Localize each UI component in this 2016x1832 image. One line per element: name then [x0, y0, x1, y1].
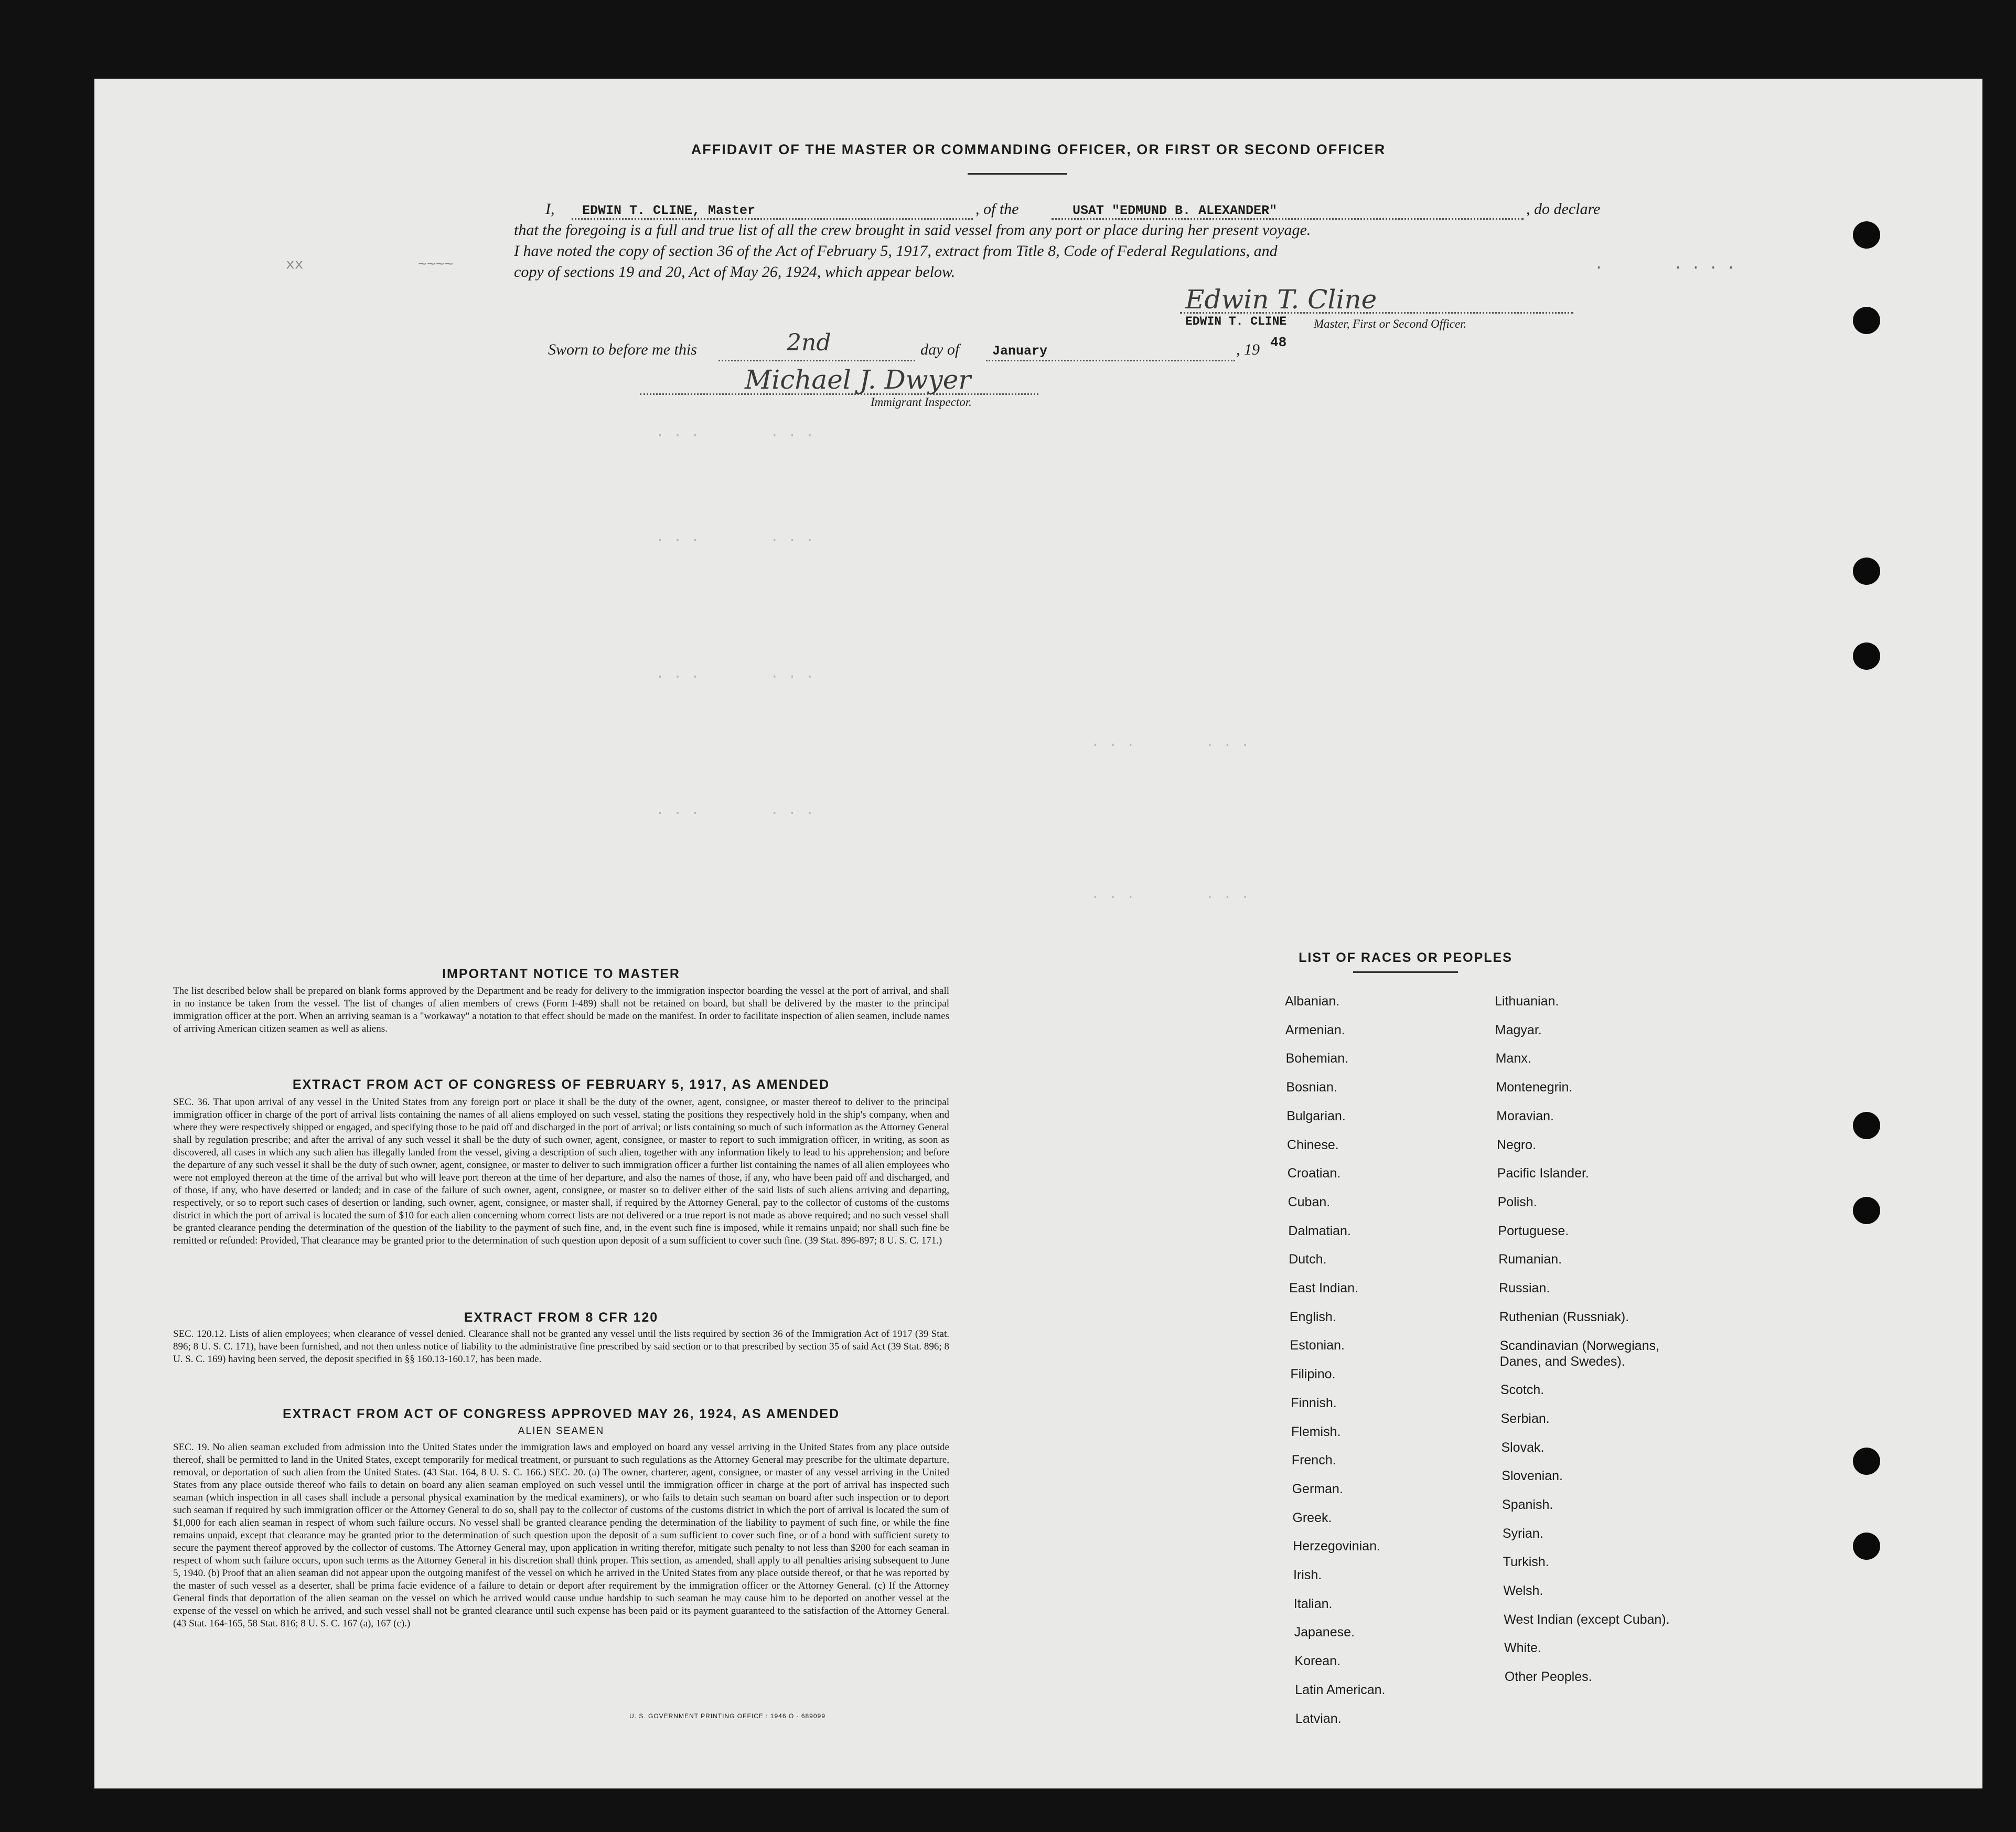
i-label: I, — [545, 200, 555, 218]
race-item: West Indian (except Cuban). — [1504, 1612, 1670, 1627]
race-item: Scotch. — [1500, 1383, 1545, 1398]
race-item: Dutch. — [1289, 1252, 1327, 1267]
race-item: Latin American. — [1295, 1682, 1386, 1697]
extract-cfr-title: EXTRACT FROM 8 CFR 120 — [464, 1310, 659, 1325]
stray-marks: xx ~~~~ — [286, 257, 454, 273]
declaration-line-1 — [545, 200, 1720, 221]
bleed-through-row: . . . . . . — [656, 530, 814, 546]
race-item: Finnish. — [1291, 1395, 1337, 1410]
bleed-through-row: . . . . . . — [1091, 734, 1250, 751]
race-item: Filipino. — [1290, 1367, 1336, 1382]
race-item: Russian. — [1499, 1281, 1550, 1295]
binder-hole — [1853, 1448, 1880, 1475]
race-item: Polish. — [1497, 1194, 1537, 1209]
binder-hole — [1853, 1533, 1880, 1560]
races-title: LIST OF RACES OR PEOPLES — [1299, 950, 1513, 965]
race-item: Japanese. — [1294, 1625, 1355, 1640]
sworn-line — [548, 329, 1387, 367]
race-item: Chinese. — [1287, 1137, 1339, 1152]
do-declare-label: , do declare — [1526, 200, 1601, 218]
extract-1924-title: EXTRACT FROM ACT OF CONGRESS APPROVED MAY 26, 1924, AS AMENDED — [282, 1407, 840, 1421]
race-item: Moravian. — [1496, 1108, 1554, 1123]
race-item: Korean. — [1294, 1654, 1341, 1669]
race-item: Irish. — [1293, 1568, 1322, 1582]
race-item: Serbian. — [1500, 1411, 1550, 1426]
binder-hole — [1853, 1197, 1880, 1224]
name-value: EDWIN T. CLINE, Master — [582, 203, 756, 218]
race-item: Other Peoples. — [1504, 1669, 1592, 1685]
vessel-field — [1052, 200, 1524, 220]
race-item: Pacific Islander. — [1497, 1166, 1589, 1181]
year-prefix: , 19 — [1236, 341, 1260, 358]
race-item: Bulgarian. — [1286, 1108, 1346, 1123]
race-item: Lithuanian. — [1495, 994, 1559, 1009]
extract-1917-title: EXTRACT FROM ACT OF CONGRESS OF FEBRUARY 5, 1917, AS AMENDED — [292, 1077, 830, 1092]
binder-hole — [1853, 558, 1880, 585]
master-signature-line — [1180, 312, 1573, 314]
sworn-month-field — [986, 341, 1235, 361]
race-item: Estonian. — [1290, 1338, 1345, 1353]
master-signature: Edwin T. Cline — [1185, 284, 1377, 315]
binder-hole — [1853, 307, 1880, 334]
race-item: Ruthenian (Russniak). — [1499, 1309, 1629, 1324]
race-item: Cuban. — [1288, 1194, 1331, 1209]
document-page — [94, 79, 1982, 1788]
sworn-label: Sworn to before me this — [548, 341, 697, 358]
race-item: Armenian. — [1285, 1022, 1345, 1037]
bleed-through-row: . . . . . . — [1091, 886, 1250, 903]
binder-hole — [1853, 642, 1880, 670]
bleed-through-row: . . . . . . — [656, 666, 814, 682]
race-item: Turkish. — [1503, 1555, 1549, 1570]
sworn-day: 2nd — [787, 329, 831, 356]
race-item: Bosnian. — [1286, 1080, 1337, 1095]
race-item: Scandinavian (Norwegians, Danes, and Swedes). — [1499, 1338, 1659, 1369]
notice-title: IMPORTANT NOTICE TO MASTER — [442, 967, 680, 981]
race-item: Greek. — [1292, 1510, 1332, 1525]
race-item: Portuguese. — [1498, 1223, 1569, 1238]
name-field — [572, 200, 973, 220]
declaration-line-4: copy of sections 19 and 20, Act of May 26, 1924, which appear below. — [514, 263, 956, 281]
race-item: Negro. — [1497, 1137, 1537, 1152]
master-signature-typed: EDWIN T. CLINE — [1185, 315, 1287, 328]
extract-1917-body: SEC. 36. That upon arrival of any vessel in the United States from any foreign port or place it shall be the duty of the owner, agent, consignee, or master thereof to deliver to the principal immigration officer in charge of the port of arrival lists containing the names of all aliens employed on such vessel, stating the positions they respectively hold in the ship's company, when and where they were respectively shipped or engaged, and specifying those to be paid off and discharged in the port of arrival; or lists containing so much of such information as the Attorney General shall by regulation prescribe; and after the arrival of any such vessel it shall be the duty of such owner, agent, consignee, or master to report to such immigration officer, in writing, as soon as discovered, all cases in which any such alien has illegally landed from the vessel, giving a description of such alien, together with any information likely to lead to his apprehension; and before the departure of any such vessel it shall be the duty of such owner, agent, consignee, or master to deliver to such immigration officer a further list containing the names of all alien employees who were not employed thereon at the time of the arrival but who will leave port thereon at the time of her departure, and also the names of those, if any, who have been paid off and discharged, and of those, if any, who have deserted or landed; and in case of the failure of such owner, agent, consignee, or master so to deliver either of the said lists of such aliens arriving and departing, respectively, or so to report such cases of desertion or landing, such owner, agent, consignee, or master shall, if required by the Attorney General, pay to the collector of customs of the customs district in which the port of arrival is located the sum of $10 for each alien concerning whom correct lists are not delivered or a true report is not made as above required; and no such vessel shall be granted clearance pending the determination of the question of the liability to the payment of such fine, and, in the event such fine is imposed, while it remains unpaid; nor shall such fine be remitted or refunded: Provided, That clearance may be granted prior to the determination of such question upon deposit of a sum sufficient to cover such fine. (39 Stat. 896-897; 8 U. S. C. 171.) — [173, 1097, 949, 1246]
declaration-line-3: I have noted the copy of section 36 of the Act of February 5, 1917, extract from Title 8, Code of Federal Regulations, and — [514, 242, 1278, 260]
declaration-line-2: that the foregoing is a full and true list of all the crew brought in said vessel from any port or place during her present voyage. — [514, 221, 1311, 239]
race-item: Syrian. — [1502, 1526, 1543, 1541]
races-rule — [1353, 971, 1458, 973]
binder-hole — [1853, 221, 1880, 249]
binder-hole — [1853, 1112, 1880, 1139]
race-item: German. — [1292, 1481, 1343, 1496]
race-item: Welsh. — [1503, 1583, 1543, 1599]
printer-line: U. S. GOVERNMENT PRINTING OFFICE : 1946 O - 689099 — [629, 1712, 825, 1720]
race-item: Flemish. — [1291, 1424, 1341, 1439]
vessel-value: USAT "EDMUND B. ALEXANDER" — [1073, 203, 1278, 218]
title-rule — [968, 173, 1067, 175]
inspector-caption: Immigrant Inspector. — [871, 395, 972, 409]
sworn-day-field — [719, 329, 915, 361]
day-of-label: day of — [920, 341, 960, 358]
race-item: English. — [1289, 1309, 1336, 1324]
race-item: Albanian. — [1285, 994, 1340, 1009]
race-item: Slovenian. — [1502, 1469, 1563, 1484]
stray-marks: . . . . . — [1594, 257, 1735, 273]
race-item: Magyar. — [1495, 1022, 1542, 1037]
race-item: Bohemian. — [1285, 1051, 1349, 1066]
race-item: Croatian. — [1287, 1166, 1341, 1181]
year-suffix: 48 — [1270, 335, 1287, 350]
race-item: Rumanian. — [1498, 1252, 1562, 1267]
race-item: East Indian. — [1289, 1281, 1359, 1295]
extract-cfr-body: SEC. 120.12. Lists of alien employees; when clearance of vessel denied. Clearance shall not be granted any vessel until the lists required by section 36 of the Immigration Act of 1917 (39 Stat. 896; 8 U. S. C. 171), have been furnished, and not then unless notice of liability to the administrative fine prescribed by said section or to that prescribed by section 35 of said Act (39 Stat. 896; 8 U. S. C. 169) having been served, the deposit specified in §§ 160.13-160.17, has been made. — [173, 1329, 949, 1365]
sworn-month: January — [992, 344, 1048, 359]
race-item: White. — [1504, 1641, 1541, 1656]
master-signature-caption: Master, First or Second Officer. — [1314, 317, 1467, 330]
bleed-through-row: . . . . . . — [656, 802, 814, 819]
race-item: Montenegrin. — [1496, 1080, 1573, 1095]
extract-1924-body: SEC. 19. No alien seaman excluded from admission into the United States under the immigration laws and employed on board any vessel arriving in the United States from any place outside thereof, shall be permitted to land in the United States, except temporarily for medical treatment, or pursuant to such regulations as the Attorney General may prescribe for the ultimate departure, removal, or deportation of such alien from the United States. (43 Stat. 164, 8 U. S. C. 166.) SEC. 20. (a) The owner, charterer, agent, consignee, or master of any vessel arriving in the United States from any place outside thereof who fails to detain on board any alien seaman employed on such vessel until the immigration officer in charge at the port of arrival has inspected such seaman (which inspection in all cases shall include a personal physical examination by the medical examiners), or who fails to detain such seaman on board after such inspection or to deport such seaman if required by such immigration officer or the Attorney General to do so, shall pay to the collector of customs of the customs district in which the port of arrival is located the sum of $1,000 for each alien seaman in respect of whom such failure occurs. No vessel shall be granted clearance pending the determination of the liability to payment of such fine, or while the fine remains unpaid, except that clearance may be granted prior to the determination of such question upon the deposit of a sum sufficient to cover such fine, or of a bond with sufficient surety to secure the payment thereof approved by the collector of customs. The Attorney General may, upon application in writing therefor, mitigate such penalty to not less than $200 for each seaman in respect of whom such failure occurs, upon such terms as the Attorney General in his discretion shall think proper. This section, as amended, shall apply to all penalties arising subsequent to June 5, 1940. (b) Proof that an alien seaman did not appear upon the outgoing manifest of the vessel on which he arrived in the United States from any place outside thereof, or that he was reported by the master of such vessel as a deserter, shall be prima facie evidence of a failure to detain or deport after requirement by the immigration officer or the Attorney General. (c) If the Attorney General finds that deportation of the alien seaman on the vessel on which he arrived would cause undue hardship to such seaman he may cause him to be deported on another vessel at the expense of the vessel on which he arrived, and such vessel shall not be granted clearance until such expense has been paid or its payment guaranteed to the satisfaction of the Attorney General. (43 Stat. 164-165, 58 Stat. 816; 8 U. S. C. 167 (a), 167 (c).) — [173, 1442, 949, 1629]
notice-body: The list described below shall be prepared on blank forms approved by the Department and be ready for delivery to the immigration inspector boarding the vessel at the port of arrival, and shall in no instance be taken from the vessel. The list of changes of alien members of crews (Form I-489) shall not be retained on board, but shall be delivered by the master to the principal immigration officer at the port. When an arriving seaman is a "workaway" a notation to that effect should be made on the manifest. In order to facilitate inspection of alien seamen, include names of arriving American citizen seamen as well as aliens. — [173, 985, 949, 1034]
affidavit-title: AFFIDAVIT OF THE MASTER OR COMMANDING OFFICER, OR FIRST OR SECOND OFFICER — [691, 142, 1386, 157]
race-item: Herzegovinian. — [1293, 1539, 1380, 1554]
race-item: Spanish. — [1502, 1497, 1553, 1512]
race-item: Italian. — [1293, 1596, 1333, 1611]
race-item: Manx. — [1495, 1051, 1531, 1066]
bleed-through-row: . . . . . . — [656, 425, 814, 441]
inspector-signature-line — [640, 393, 1038, 395]
race-item: French. — [1291, 1453, 1336, 1468]
race-item: Dalmatian. — [1288, 1223, 1351, 1238]
race-item: Slovak. — [1501, 1440, 1545, 1455]
race-item: Latvian. — [1295, 1711, 1342, 1726]
inspector-signature: Michael J. Dwyer — [745, 365, 971, 395]
of-the-label: , of the — [975, 200, 1019, 218]
extract-1924-subtitle: ALIEN SEAMEN — [518, 1426, 605, 1437]
